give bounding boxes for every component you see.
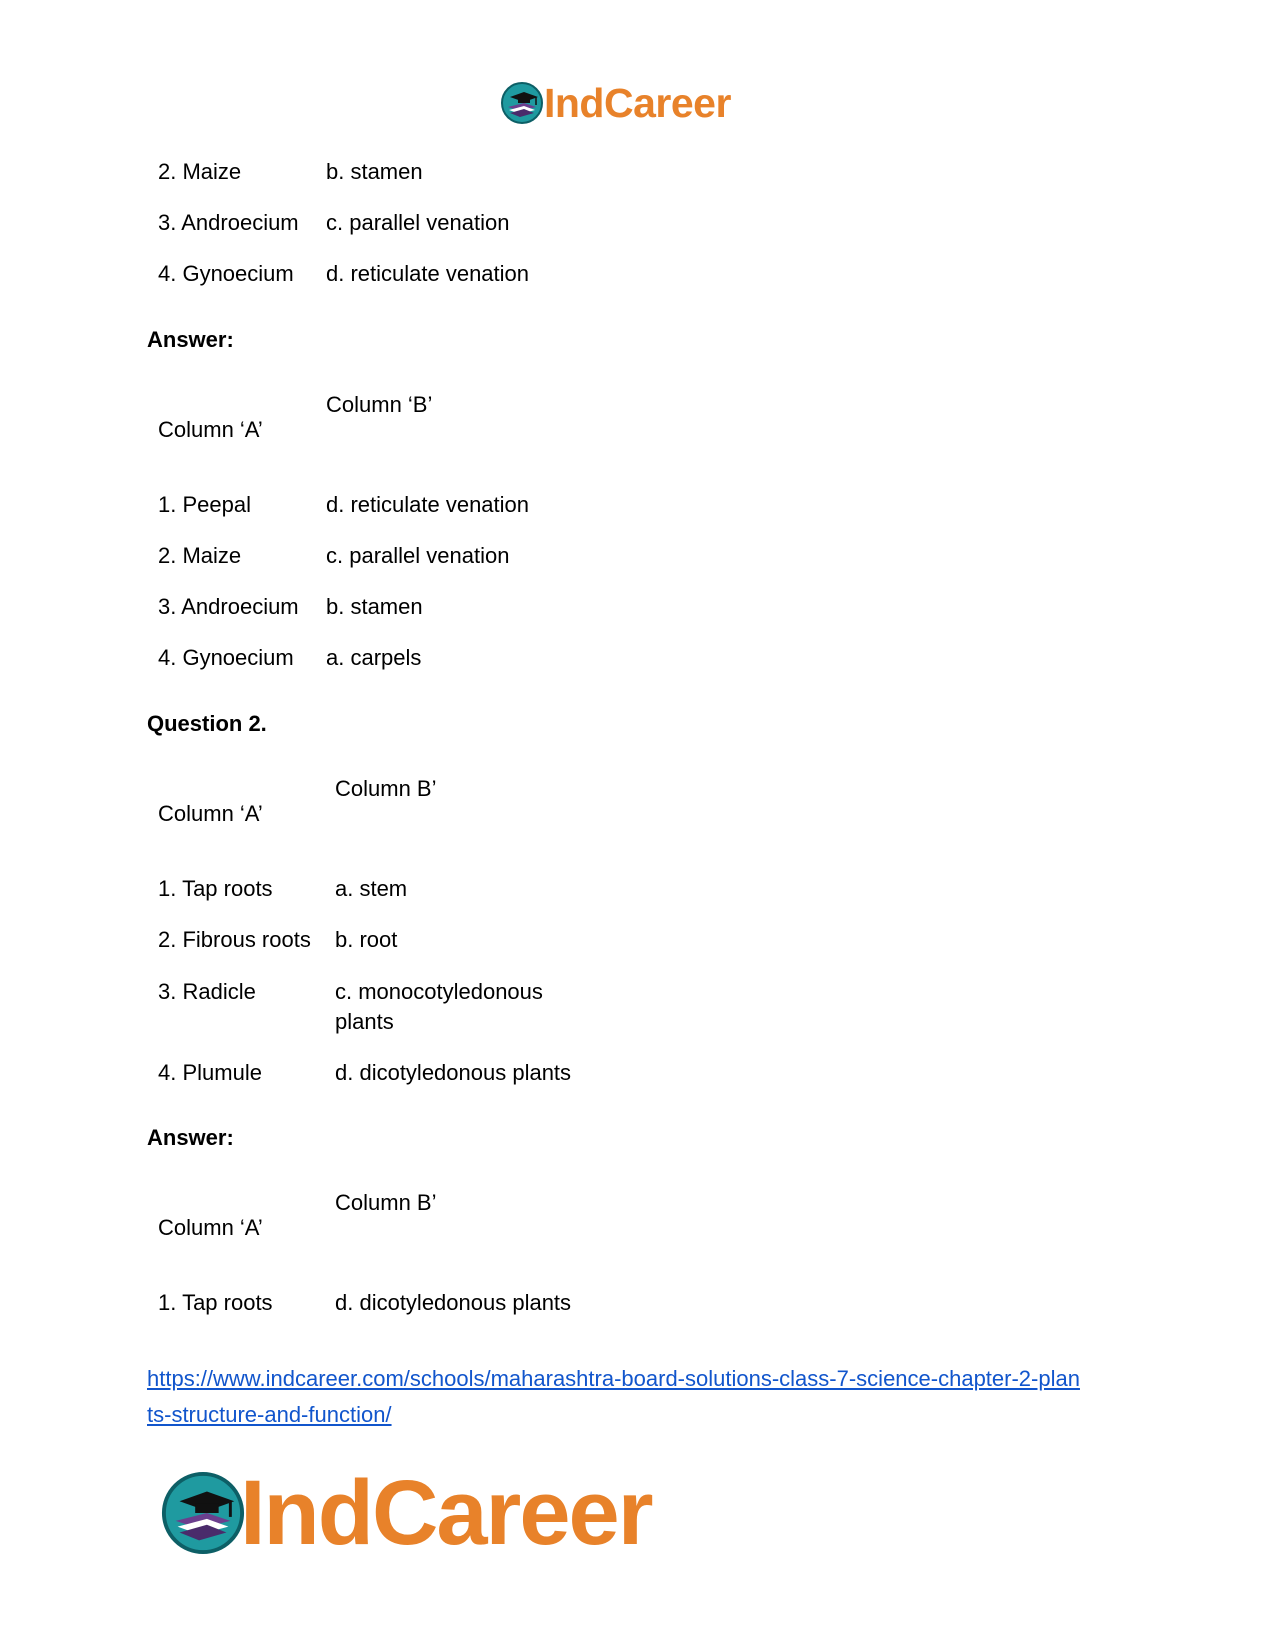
answer2-col-a-header: Column ‘A’ [158,1215,263,1240]
answer1-row-b-4: a. carpels [326,645,422,670]
answer1-row-a-3: 3. Androecium [158,594,299,619]
answer1-row-a-2: 2. Maize [158,543,242,568]
graduation-book-globe-icon [500,81,544,125]
answer1-row-b-1: d. reticulate venation [326,492,530,517]
question2-row-b-2: b. root [335,927,398,952]
logo-text: IndCareer [544,79,731,126]
question2-row-b-1: a. stem [335,876,408,901]
question2-row-b-3: c. monocotyledonous [335,979,543,1004]
graduation-book-globe-icon [160,1470,246,1556]
answer2-heading: Answer: [147,1125,234,1150]
footer-logo [160,1461,652,1564]
q1-row-a-4: 4. Gynoecium [158,261,294,286]
answer2-row-b-1: d. dicotyledonous plants [335,1290,572,1315]
q1-row-b-3: c. parallel venation [326,210,510,235]
question2-heading: Question 2. [147,711,267,736]
question2-row-a-1: 1. Tap roots [158,876,273,901]
q1-row-a-3: 3. Androecium [158,210,299,235]
question2-col-b-header: Column B’ [335,776,437,801]
answer2-col-b-header: Column B’ [335,1190,437,1215]
q1-row-b-4: d. reticulate venation [326,261,530,286]
question2-row-a-3: 3. Radicle [158,979,256,1004]
q1-row-a-2: 2. Maize [158,159,242,184]
question2-row-b-4: d. dicotyledonous plants [335,1060,572,1085]
answer1-heading: Answer: [147,327,234,352]
logo-text: IndCareer [240,1461,652,1564]
answer2-row-a-1: 1. Tap roots [158,1290,273,1315]
answer1-row-a-1: 1. Peepal [158,492,251,517]
footer-link-line2[interactable]: ts-structure-and-function/ [147,1402,392,1427]
answer1-row-b-2: c. parallel venation [326,543,510,568]
footer-link-line1[interactable]: https://www.indcareer.com/schools/maharashtra-board-solutions-class-7-science-chapter-2-plan [147,1366,1080,1391]
answer1-col-a-header: Column ‘A’ [158,417,263,442]
q1-row-b-2: b. stamen [326,159,423,184]
question2-row-a-2: 2. Fibrous roots [158,927,311,952]
answer1-row-b-3: b. stamen [326,594,423,619]
answer1-col-b-header: Column ‘B’ [326,392,433,417]
answer1-row-a-4: 4. Gynoecium [158,645,294,670]
question2-col-a-header: Column ‘A’ [158,801,263,826]
question2-row-a-4: 4. Plumule [158,1060,262,1085]
header-logo [500,80,731,126]
question2-row-b-3-cont: plants [335,1009,394,1034]
